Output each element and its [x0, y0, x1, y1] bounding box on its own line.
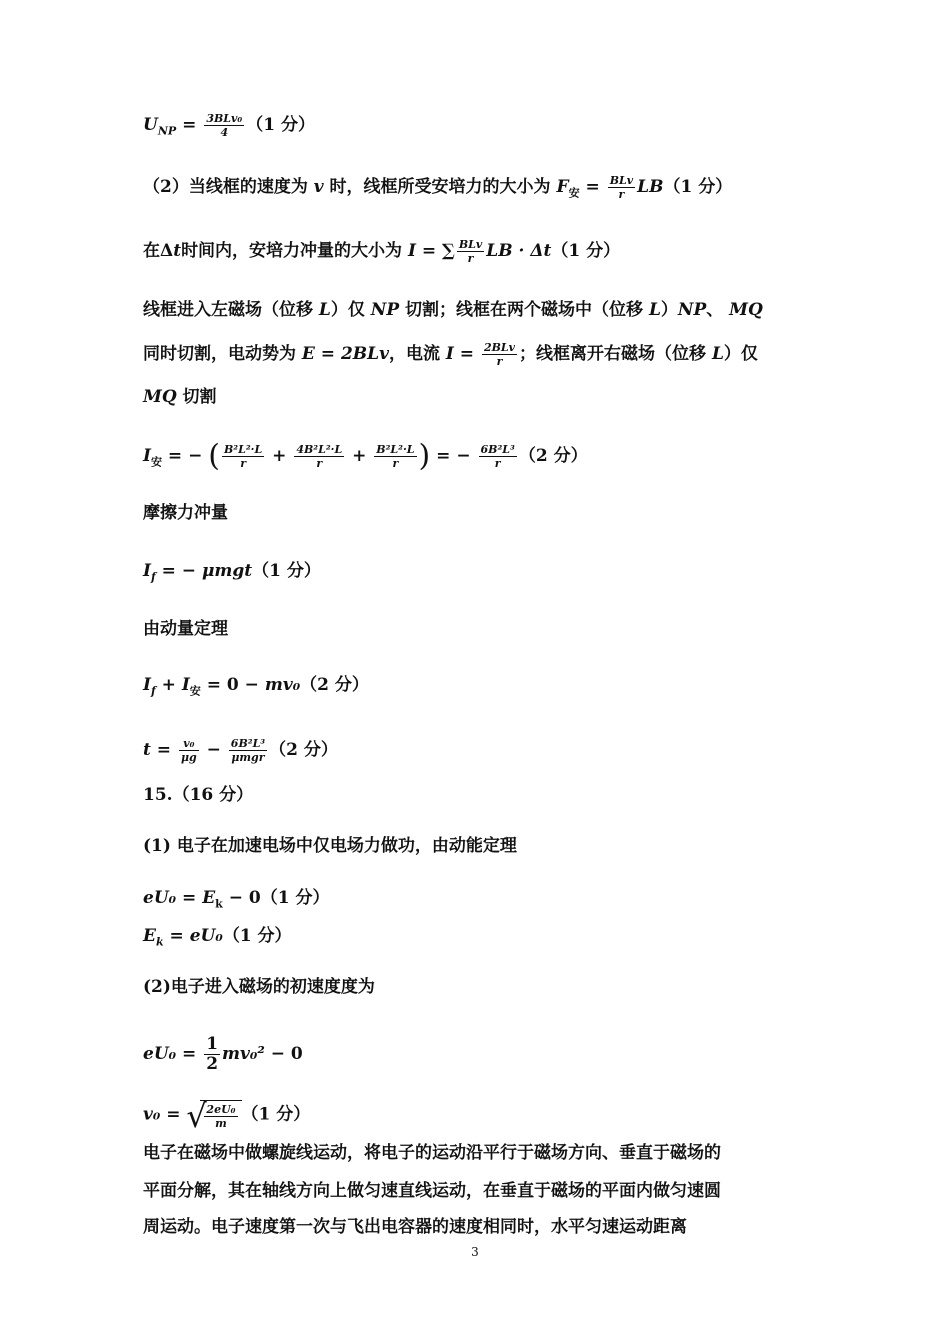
equation-initial-velocity: eU₀ = $\frac{1}{2}$ mv₀² − 0: [143, 1034, 303, 1074]
fraction: $\frac{\text{v₀}}{\mu g}$: [180, 737, 197, 764]
fraction: $\frac{1}{2}$: [206, 1034, 219, 1074]
fraction: $\frac{\text{B²L²·L}}{r}$: [376, 443, 415, 470]
fraction: $\frac{\text{6B²L³}}{\text{μmgr}}$: [230, 737, 266, 764]
fraction: $\frac{\text{B²L²·L}}{r}$: [223, 443, 263, 470]
question-heading: 15.（16 分）: [143, 785, 254, 805]
fraction: $\frac{\text{6B²L³}}{r}$: [480, 443, 515, 470]
text-part-1: (1) 电子在加速电场中仅电场力做功，由动能定理: [143, 836, 517, 856]
equation-momentum: $I_f + I_安 = 0 - mv_0(2$ 分）: [143, 675, 369, 698]
equation-work-energy: $eU_0 = E_k - 0(1$ 分）: [143, 888, 330, 911]
text-impulse: 在Δt时间内，安培力冲量的大小为 I = ∑ $\frac{\text{BLv}}{r}$ LB · Δt（1 分）: [143, 238, 621, 265]
equation-v0: v₀ = √ $\frac{\text{2eU₀}}{m}$ （1 分）: [143, 1097, 311, 1135]
text-momentum-theorem: 由动量定理: [143, 619, 228, 639]
equation-kinetic-energy: $E_k = eU_0(1$ 分）: [143, 926, 292, 949]
square-root: [186, 1097, 241, 1135]
text-part-2: (2)电子进入磁场的初速度度为: [143, 977, 375, 997]
text-cutting-1: 线框进入左磁场（位移 L）仅 NP 切割；线框在两个磁场中（位移 L）NP、 MQ: [143, 300, 763, 320]
paragraph-line-3: 周运动。电子速度第一次与飞出电容器的速度相同时，水平匀速运动距离: [143, 1217, 687, 1237]
equation-time: t = $\frac{\text{v₀}}{\mu g}$ − $\frac{\text{6B²L³}}{\text{μmgr}}$ （2 分）: [143, 737, 338, 764]
page-number: 3: [471, 1245, 479, 1259]
text-cutting-2: 同时切割，电动势为 E = 2BLv，电流 I = $\frac{\text{2BLv}}{r}$ ；线框离开右磁场（位移 L）仅: [143, 341, 758, 368]
paragraph-line-2: 平面分解，其在轴线方向上做匀速直线运动，在垂直于磁场的平面内做匀速圆: [143, 1181, 721, 1201]
fraction: $\frac{\text{2BLv}}{r}$: [483, 341, 516, 368]
fraction: $\frac{\text{2eU₀}}{m}$: [206, 1103, 236, 1130]
fraction: $\frac{\text{3BLv₀}}{4}$: [206, 112, 243, 139]
text-cutting-3: MQ 切割: [143, 387, 217, 407]
equation-i-f: $I_f$ = − μmgt（1 分）: [143, 561, 321, 584]
text-ampere-force: （2）当线框的速度为 v 时，线框所受安培力的大小为 $F_安$ = $\frac{\text{BLv}}{r}$ LB（1 分）: [143, 174, 733, 201]
equation-u-np: $U_{NP}$ = $\frac{\text{3BLv₀}}{4}$ （1 分）: [143, 112, 315, 139]
fraction: $\frac{\text{BLv}}{r}$: [458, 238, 483, 265]
fraction: $\frac{\text{4B²L²·L}}{r}$: [296, 443, 343, 470]
paragraph-line-1: 电子在磁场中做螺旋线运动，将电子的运动沿平行于磁场方向、垂直于磁场的: [143, 1143, 721, 1163]
radical-sign-icon: √: [186, 1097, 207, 1135]
fraction: $\frac{\text{BLv}}{r}$: [609, 174, 634, 201]
equation-i-an: $I_安$ = − ( $\frac{\text{B²L²·L}}{r}$ + $\frac{\text{4B²L²·L}}{r}$ + $\frac{\text{B²L²·L}}{r}$ ) = − $\frac{\text{6B²L³}}{r}$ （2 分）: [143, 438, 588, 474]
text-friction-impulse: 摩擦力冲量: [143, 503, 228, 523]
